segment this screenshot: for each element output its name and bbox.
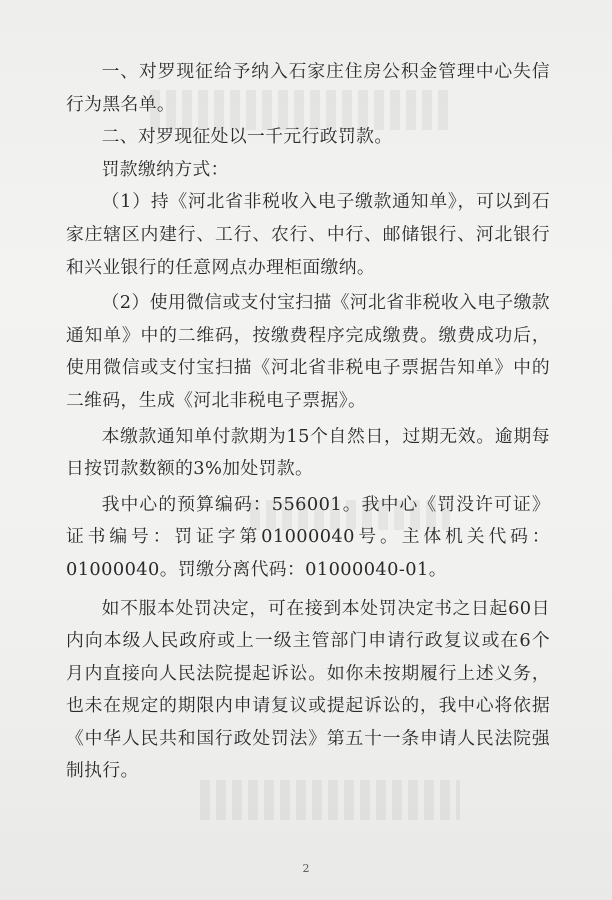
page-number: 2 — [302, 862, 310, 875]
paragraph-payment-heading: 罚款缴纳方式： — [101, 158, 229, 180]
document-body — [66, 56, 550, 788]
paragraph-payment-method-2: （2）使用微信或支付宝扫描《河北省非税收入电子缴款通知单》中的二维码，按缴费程序完成缴费。缴费成功后，使用微信或支付宝扫描《河北省非税电子票据告知单》中的二维码，生成《河北非税电子票据》。 — [66, 292, 550, 411]
paragraph-fine: 二、对罗现征处以一千元行政罚款。 — [101, 126, 393, 148]
paragraph-blacklist: 一、对罗现征给予纳入石家庄住房公积金管理中心失信行为黑名单。 — [66, 61, 550, 115]
paragraph-payment-deadline: 本缴款通知单付款期为15个自然日，过期无效。逾期每日按罚款数额的3%加处罚款。 — [66, 425, 550, 480]
paragraph-payment-method-1: （1）持《河北省非税收入电子缴款通知单》，可以到石家庄辖区内建行、工行、农行、中行、邮储银行、河北银行和兴业银行的任意网点办理柜面缴纳。 — [66, 191, 550, 278]
paragraph-appeal-rights: 如不服本处罚决定，可在接到本处罚决定书之日起60日内向本级人民政府或上一级主管部门申请行政复议或在6个月内直接向人民法院提起诉讼。如你未按期履行上述义务，也未在规定的期限内申请复议或提起诉讼的，我中心将依据《中华人民共和国行政处罚法》第五十一条申请人民法院强制执行。 — [66, 597, 550, 782]
paragraph-budget-codes: 我中心的预算编码：556001。我中心《罚没许可证》证书编号：罚证字第01000040号。主体机关代码：01000040。罚缴分离代码：01000040-01。 — [66, 493, 550, 580]
